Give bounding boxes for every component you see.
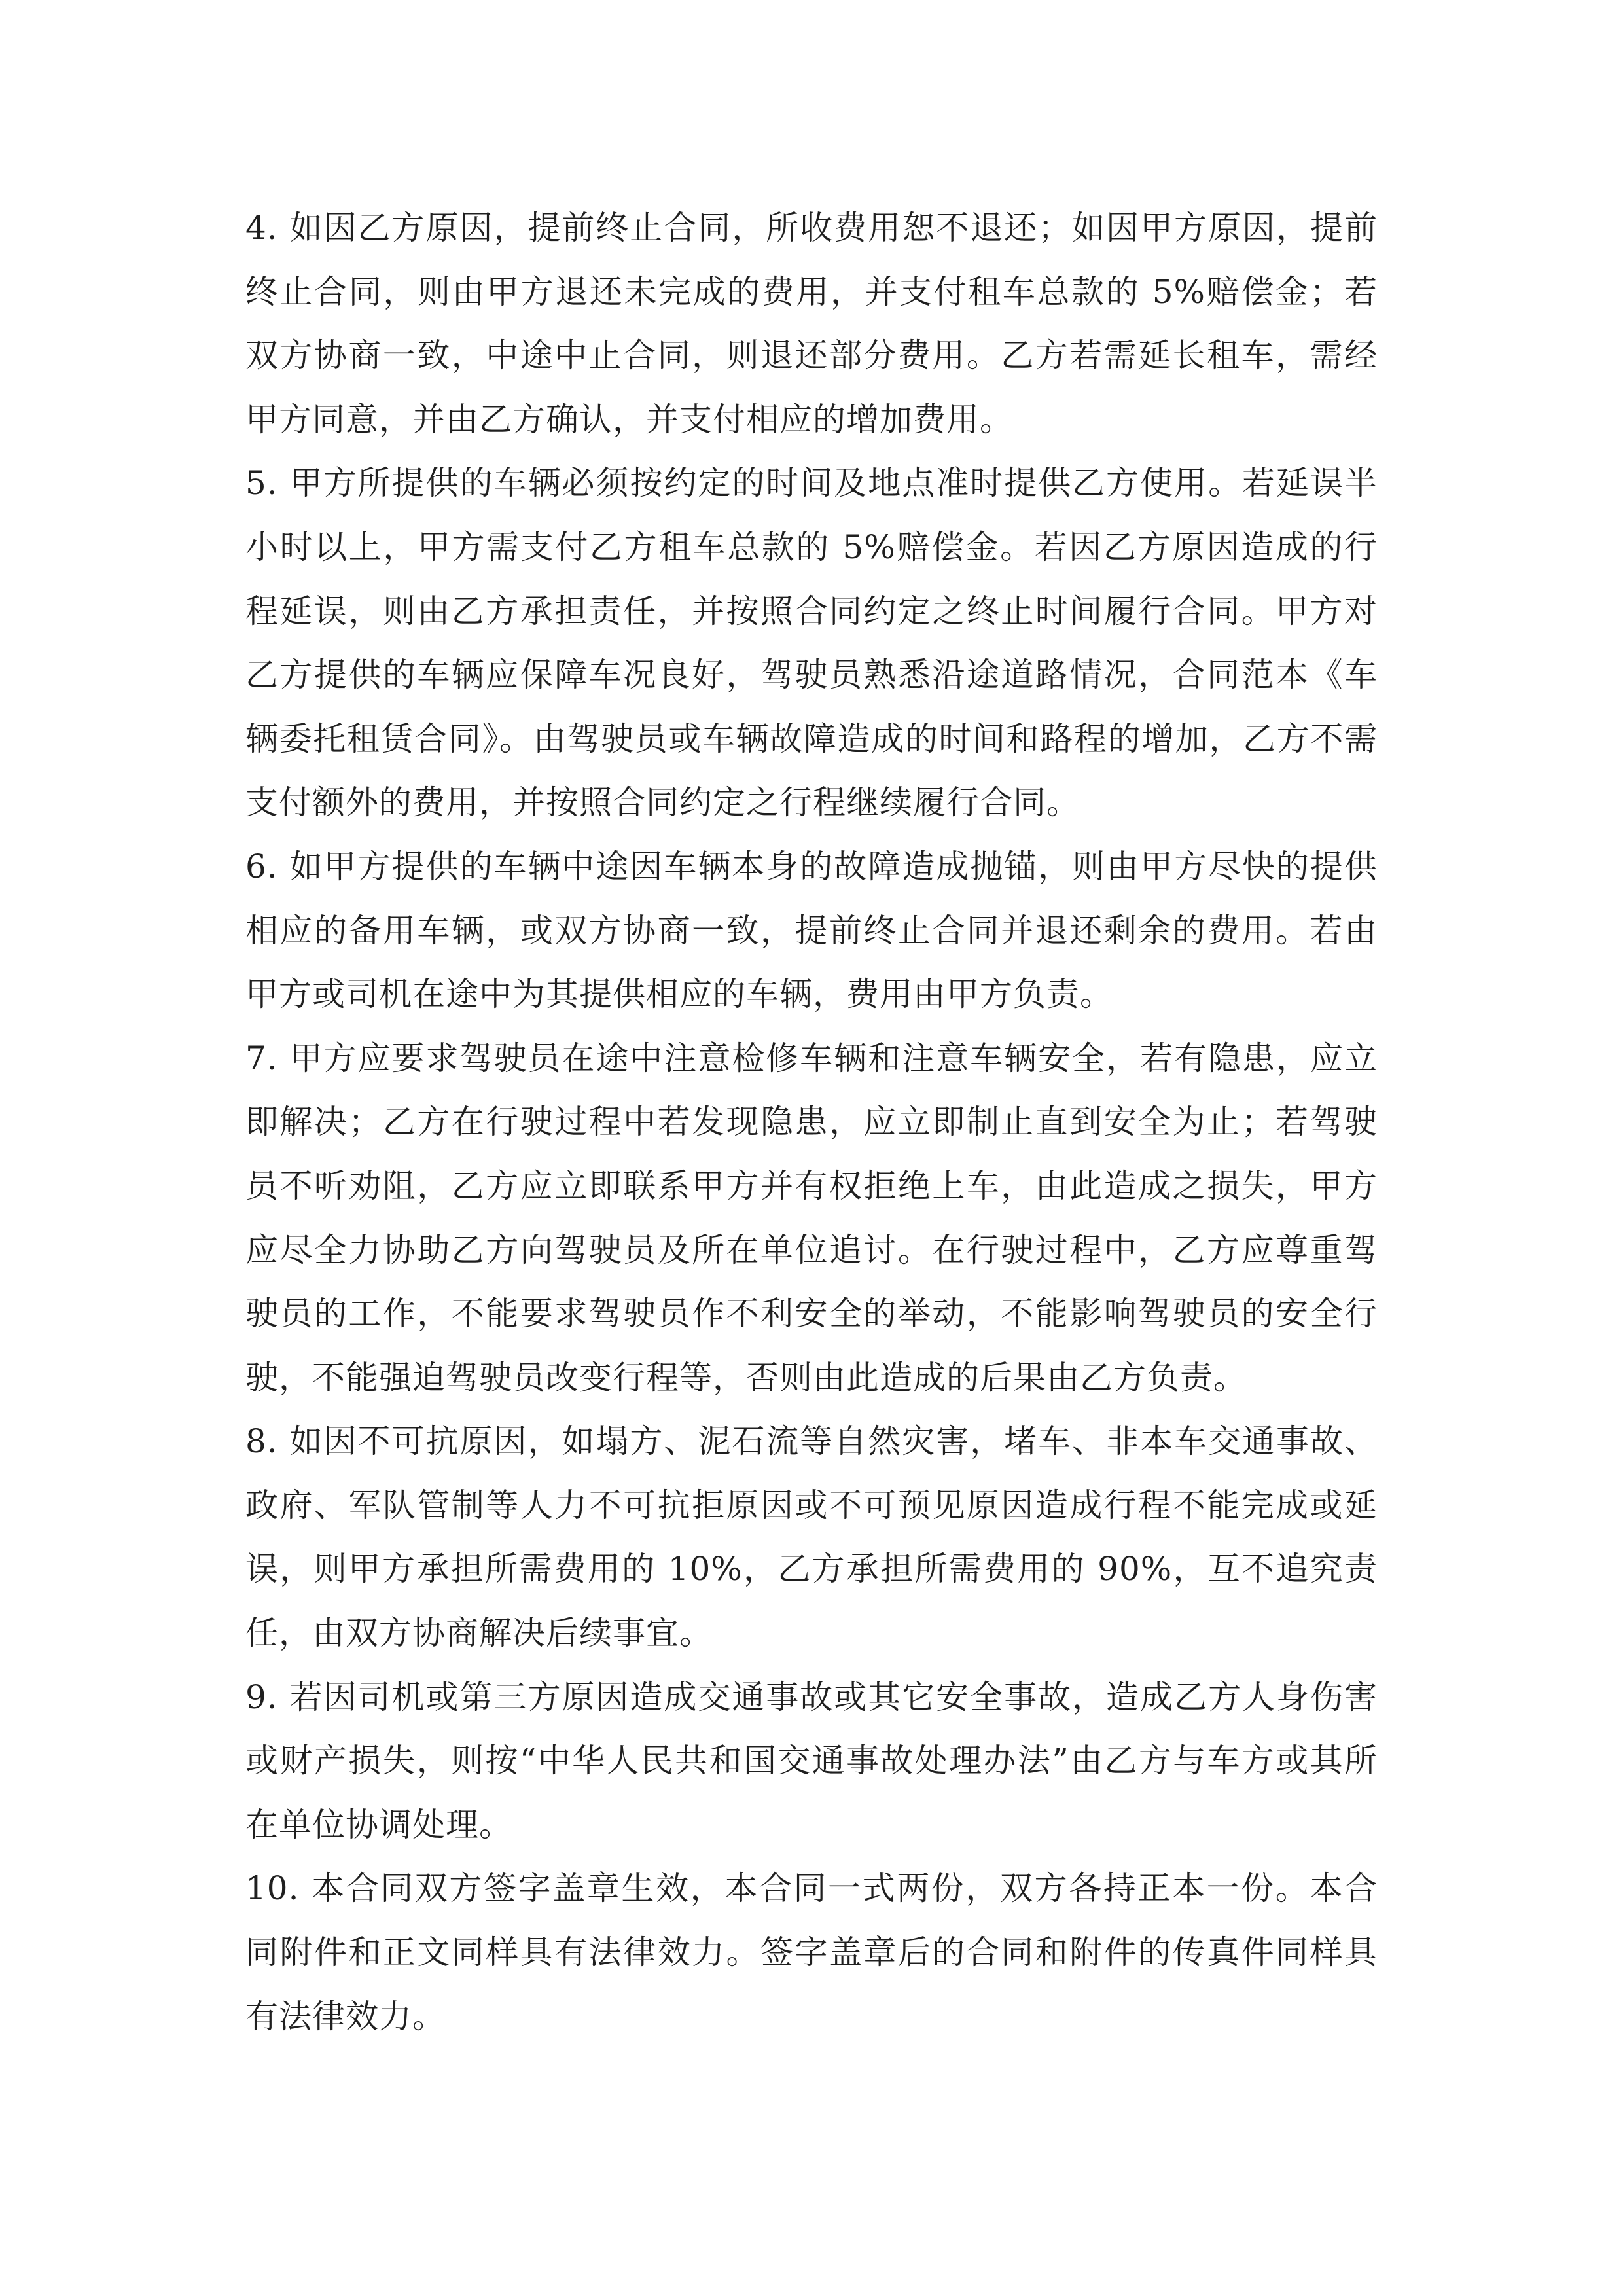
clause-7: 7. 甲方应要求驾驶员在途中注意检修车辆和注意车辆安全，若有隐患，应立即解决；乙方在行驶过程中若发现隐患，应立即制止直到安全为止；若驾驶员不听劝阻，乙方应立即联系甲方并有权拒绝上车，由此造成之损失，甲方应尽全力协助乙方向驾驶员及所在单位追讨。在行驶过程中，乙方应尊重驾驶员的工作，不能要求驾驶员作不利安全的举动，不能影响驾驶员的安全行驶，不能强迫驾驶员改变行程等，否则由此造成的后果由乙方负责。 — [245, 1039, 1378, 1397]
clause-10: 10. 本合同双方签字盖章生效，本合同一式两份，双方各持正本一份。本合同附件和正文同样具有法律效力。签字盖章后的合同和附件的传真件同样具有法律效力。 — [245, 1869, 1378, 2036]
clause-6: 6. 如甲方提供的车辆中途因车辆本身的故障造成抛锚，则由甲方尽快的提供相应的备用车辆，或双方协商一致，提前终止合同并退还剩余的费用。若由甲方或司机在途中为其提供相应的车辆，费用由甲方负责。 — [245, 847, 1378, 1014]
clause-8: 8. 如因不可抗原因，如塌方、泥石流等自然灾害，堵车、非本车交通事故、政府、军队管制等人力不可抗拒原因或不可预见原因造成行程不能完成或延误，则甲方承担所需费用的 10%，乙方承担所需费用的 90%，互不追究责任，由双方协商解决后续事宜。 — [245, 1422, 1378, 1653]
clause-4: 4. 如因乙方原因，提前终止合同，所收费用恕不退还；如因甲方原因，提前终止合同，则由甲方退还未完成的费用，并支付租车总款的 5%赔偿金；若双方协商一致，中途中止合同，则退还部分费用。乙方若需延长租车，需经甲方同意，并由乙方确认，并支付相应的增加费用。 — [245, 209, 1378, 439]
contract-body — [245, 196, 1378, 2049]
clause-9: 9. 若因司机或第三方原因造成交通事故或其它安全事故，造成乙方人身伤害或财产损失，则按“中华人民共和国交通事故处理办法”由乙方与车方或其所在单位协调处理。 — [245, 1677, 1378, 1844]
clause-5: 5. 甲方所提供的车辆必须按约定的时间及地点准时提供乙方使用。若延误半小时以上，甲方需支付乙方租车总款的 5%赔偿金。若因乙方原因造成的行程延误，则由乙方承担责任，并按照合同约定之终止时间履行合同。甲方对乙方提供的车辆应保障车况良好，驾驶员熟悉沿途道路情况，合同范本《车辆委托租赁合同》。由驾驶员或车辆故障造成的时间和路程的增加，乙方不需支付额外的费用，并按照合同约定之行程继续履行合同。 — [245, 464, 1378, 822]
